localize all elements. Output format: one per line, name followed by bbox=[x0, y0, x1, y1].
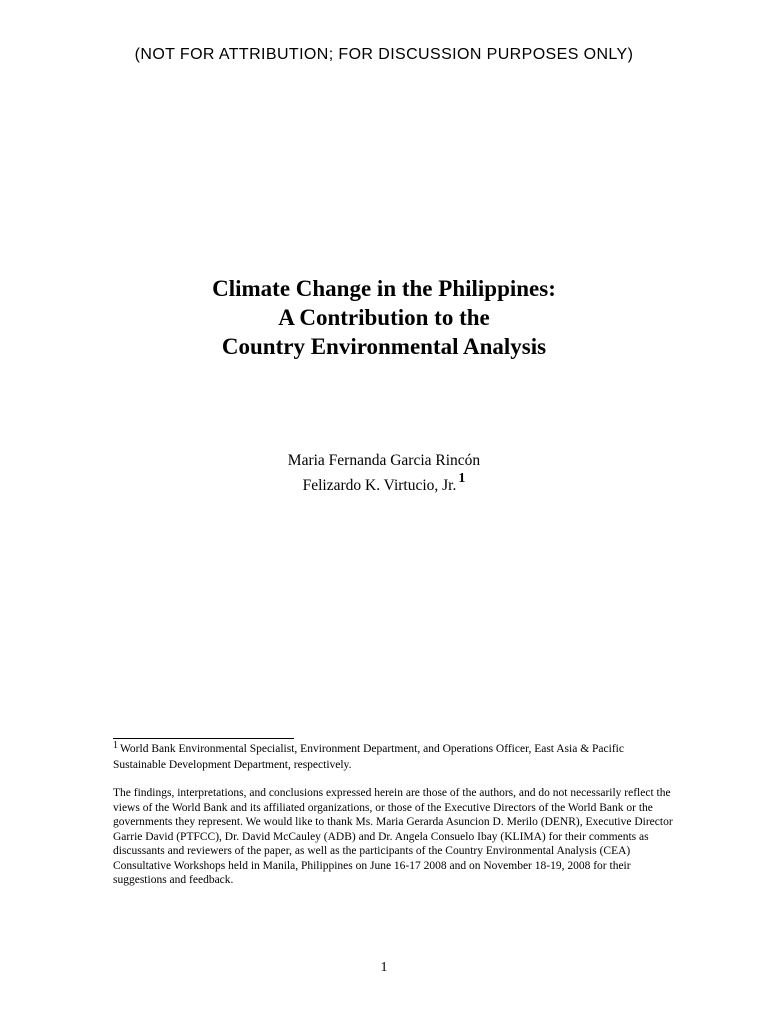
footnote-marker: 1 bbox=[113, 740, 118, 751]
attribution-notice: (NOT FOR ATTRIBUTION; FOR DISCUSSION PURPOSES ONLY) bbox=[134, 46, 634, 63]
footnote-reference[interactable]: 1 bbox=[458, 471, 466, 486]
title-line-2: A Contribution to the bbox=[278, 305, 490, 330]
footnote-paragraph bbox=[113, 742, 673, 772]
title-line-1: Climate Change in the Philippines: bbox=[212, 276, 556, 301]
page-number: 1 bbox=[380, 960, 388, 975]
author-name: Maria Fernanda Garcia Rincón bbox=[287, 452, 481, 469]
author-name-with-footnote bbox=[0, 473, 768, 499]
footnote bbox=[113, 742, 673, 888]
disclaimer-paragraph: The findings, interpretations, and conclusions expressed herein are those of the authors, and do not necessarily reflect the views of the World Bank and its affiliated organizations, or those of the Executive Directors of the World Bank or the governments they represent. We would like to thank Ms. Maria Gerarda Asuncion D. Merilo (DENR), Executive Director Garrie David (PTFCC), Dr. David McCauley (ADB) and Dr. Angela Consuelo Ibay (KLIMA) for their comments as discussants and reviewers of the paper, as well as the participants of the Country Environmental Analysis (CEA) Consultative Workshops held in Manila, Philippines on June 16-17 2008 and on November 18-19, 2008 for their suggestions and feedback. bbox=[113, 787, 673, 886]
author-list bbox=[0, 448, 768, 499]
author-name: Felizardo K. Virtucio, Jr. bbox=[302, 477, 457, 494]
footnote-text: World Bank Environmental Specialist, Environment Department, and Operations Officer, East Asia & Pacific Sustainable Development Department, respectively. bbox=[113, 743, 624, 771]
document-title bbox=[0, 274, 768, 361]
footnote-separator bbox=[113, 738, 294, 739]
title-line-3: Country Environmental Analysis bbox=[221, 334, 547, 359]
